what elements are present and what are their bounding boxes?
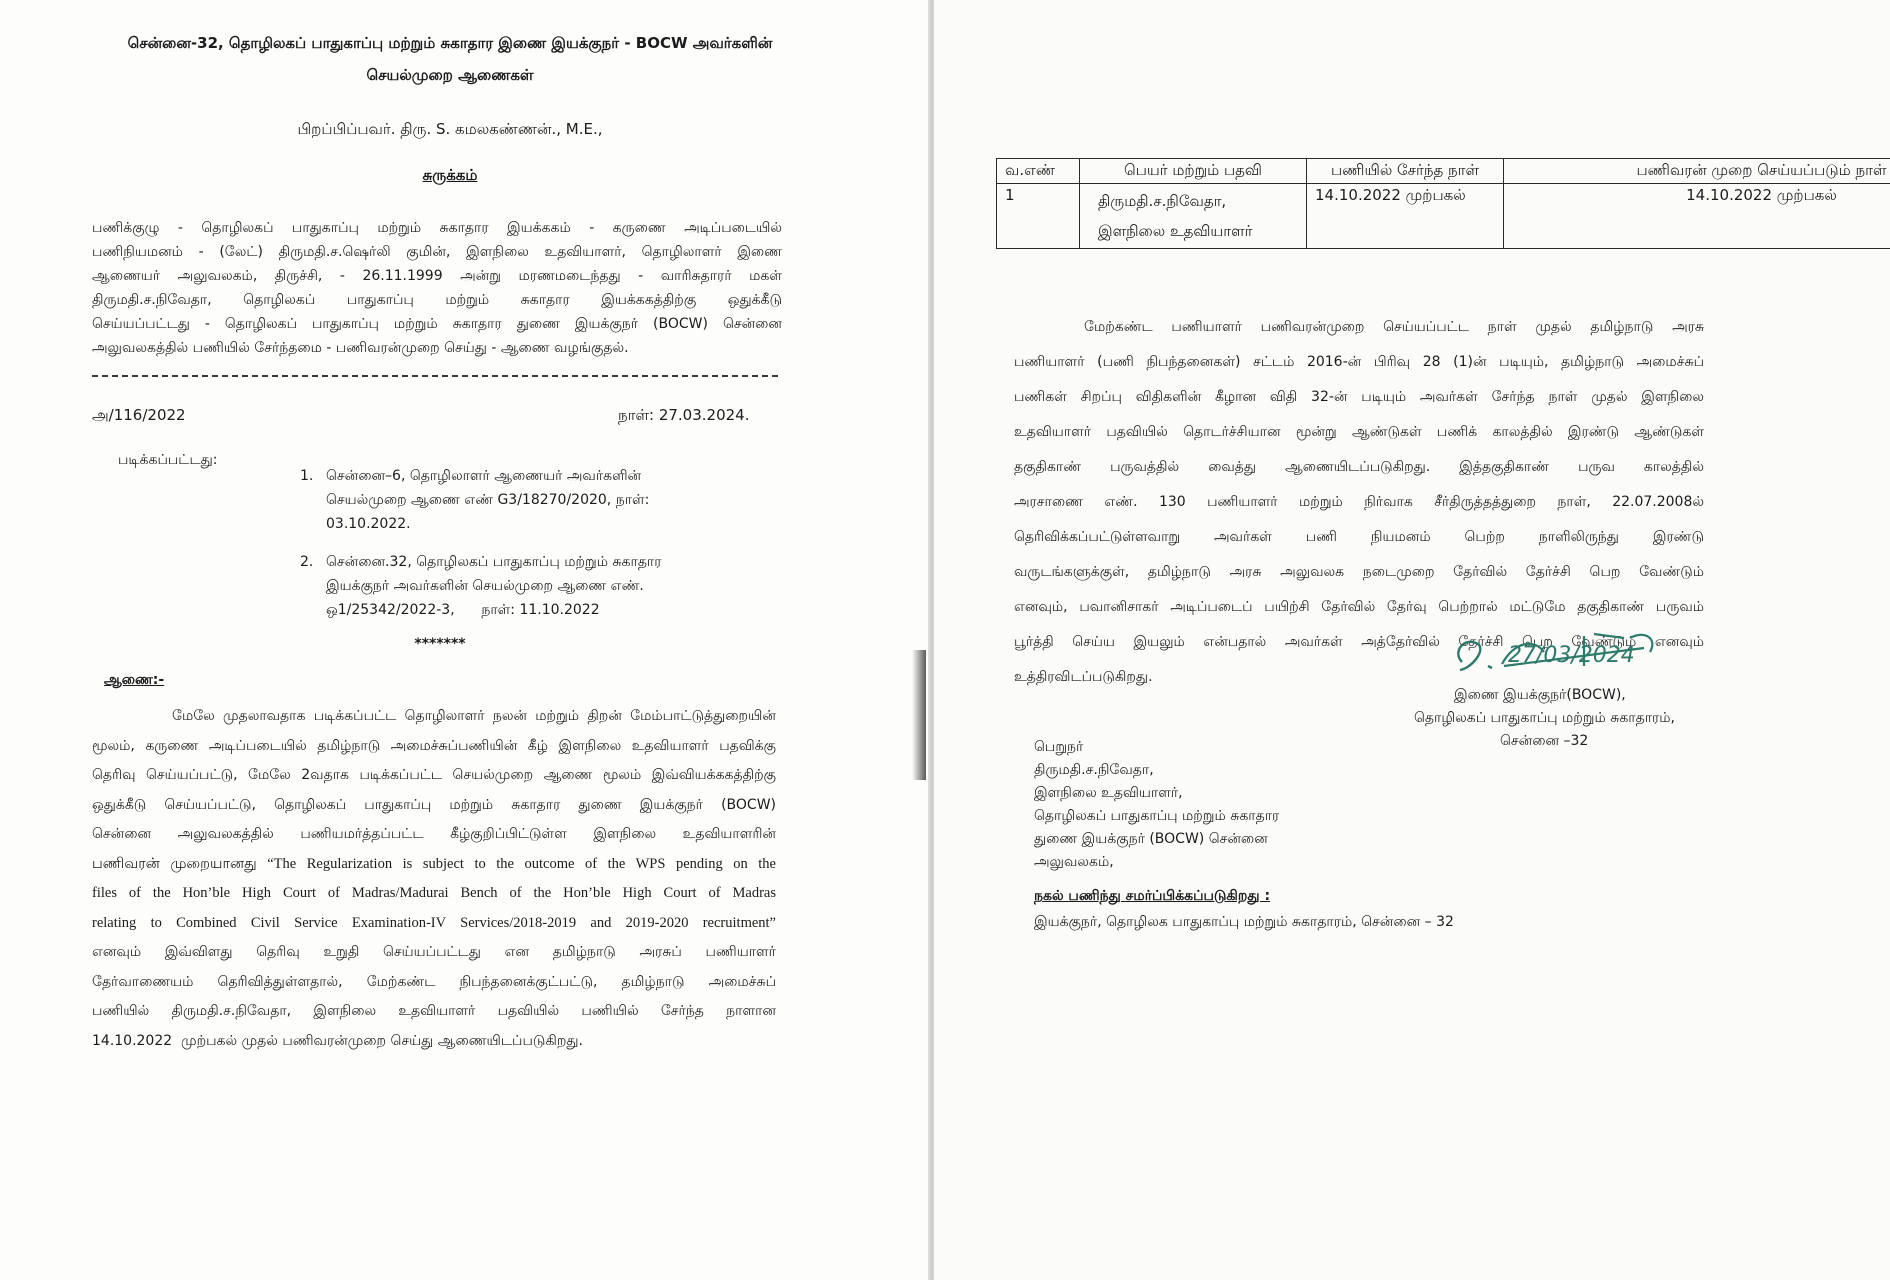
body-line: தகுதிகாண் பருவத்தில் வைத்து ஆணையிடப்படுகிறது. இத்தகுதிகாண் பருவ காலத்தில்	[1014, 459, 1704, 475]
reference-number: அ/116/2022	[92, 406, 186, 424]
signatory-line: இணை இயக்குநர்(BOCW),	[1454, 687, 1626, 703]
table-cell-name	[1080, 184, 1307, 249]
body-line: உதவியாளர் பதவியில் தொடர்ச்சியான மூன்று ஆண்டுகள் பணிக் காலத்தில் இரண்டு ஆண்டுகள்	[1014, 424, 1704, 440]
signature-date-text: 27/03/2024	[1508, 643, 1635, 668]
read-item-line: ஒ1/25342/2022-3, நாள்: 11.10.2022	[326, 602, 600, 618]
recipient-line: திருமதி.ச.நிவேதா,	[1034, 762, 1154, 778]
summary-line: பணிநியமனம் - (லேட்) திருமதி.ச.ஷெர்லி குமின், இளநிலை உதவியாளர், தொழிலாளர் இணை	[92, 244, 782, 260]
table-cell-reg-date: 14.10.2022 முற்பகல்	[1504, 184, 1890, 249]
right-page	[934, 0, 1890, 1280]
table-cell-join-date: 14.10.2022 முற்பகல்	[1307, 184, 1504, 249]
signature	[1444, 622, 1674, 688]
body-line: பணியாளர் (பணி நிபந்தனைகள்) சட்டம் 2016-ன் பிரிவு 28 (1)ன் படியும், தமிழ்நாடு அமைச்சுப்	[1014, 354, 1704, 370]
read-item-2	[300, 550, 730, 622]
copy-line: இயக்குநர், தொழிலக பாதுகாப்பு மற்றும் சுகாதாரம், சென்னை – 32	[1034, 914, 1454, 930]
summary-line: திருமதி.ச.நிவேதா, தொழிலகப் பாதுகாப்பு மற்றும் சுகாதார இயக்ககத்திற்கு ஒதுக்கீடு	[92, 292, 782, 308]
summary-line: செய்யப்பட்டது - தொழிலகப் பாதுகாப்பு மற்றும் சுகாதார துணை இயக்குநர் (BOCW) சென்னை	[92, 316, 782, 332]
table-header: பெயர் மற்றும் பதவி	[1080, 159, 1307, 184]
heading-line-1: சென்னை-32, தொழிலகப் பாதுகாப்பு மற்றும் சுகாதார இணை இயக்குநர் - BOCW அவர்களின்	[127, 34, 773, 52]
recipient-line: அலுவலகம்,	[1034, 854, 1114, 870]
body-line: தெரிவிக்கப்பட்டுள்ளவாறு அவர்கள் பணி நியமனம் பெற்ற நாளிலிருந்து இரண்டு	[1014, 529, 1704, 545]
body-line: எனவும், பவானிசாகர் அடிப்படைப் பயிற்சி தேர்வில் தேர்வு பெற்றால் மட்டுமே தகுதிகாண் பருவம்	[1014, 599, 1704, 615]
read-item-1	[300, 464, 730, 536]
table-header-row	[997, 159, 1890, 184]
order-line: relating to Combined Civil Service Examination-IV Services/2018-2019 and 2019-2020 recruitment”	[92, 914, 776, 931]
body-line: உத்திரவிடப்படுகிறது.	[1014, 669, 1153, 685]
issuer-line: பிறப்பிப்பவர். திரு. S. கமலகண்ணன்., M.E.,	[297, 120, 603, 138]
read-label: படிக்கப்பட்டது:	[118, 452, 218, 468]
order-line: பணியில் திருமதி.ச.நிவேதா, இளநிலை உதவியாளர் பதவியில் பணியில் சேர்ந்த நாளான	[92, 1003, 776, 1019]
order-line: files of the Hon’ble High Court of Madras/Madurai Bench of the Hon’ble High Court of Madras	[92, 885, 776, 901]
read-item-number: 2.	[300, 554, 314, 570]
recipient-line: துணை இயக்குநர் (BOCW) சென்னை	[1034, 831, 1268, 847]
separator-dashed	[92, 375, 778, 377]
order-label: ஆணை:-	[104, 672, 165, 688]
summary-title: சுருக்கம்	[422, 166, 478, 184]
regularization-table	[996, 158, 1890, 249]
order-line: தேர்வாணையம் தெரிவித்துள்ளதால், மேற்கண்ட நிபந்தனைக்குட்பட்டு, தமிழ்நாடு அமைச்சுப்	[92, 973, 776, 990]
page-gutter-shadow	[912, 650, 926, 780]
body-line: வருடங்களுக்குள், தமிழ்நாடு அரசு அலுவலக நடைமுறை தேர்வில் தேர்ச்சி பெற வேண்டும்	[1014, 564, 1704, 580]
order-line: சென்னை அலுவலகத்தில் பணியமர்த்தப்பட்ட கீழ்குறிப்பிட்டுள்ள இளநிலை உதவியாளரின்	[92, 826, 776, 842]
signatory-block	[1414, 684, 1734, 753]
read-item-number: 1.	[300, 468, 314, 484]
left-page	[0, 0, 930, 1280]
read-item-line: சென்னை–6, தொழிலாளர் ஆணையர் அவர்களின்	[326, 468, 642, 484]
body-line: அரசாணை எண். 130 பணியாளர் மற்றும் நிர்வாக சீர்திருத்தத்துறை நாள், 22.07.2008ல்	[1014, 494, 1704, 510]
table-header: வ.எண்	[997, 159, 1080, 184]
order-line: எனவும் இவ்விளது தெரிவு உறுதி செய்யப்பட்டது என தமிழ்நாடு அரசுப் பணியாளர்	[92, 944, 776, 960]
read-item-line: 03.10.2022.	[326, 516, 411, 532]
table-header: பணிவரன் முறை செய்யப்படும் நாள்	[1504, 159, 1890, 184]
stars-separator: *******	[414, 636, 466, 652]
summary-block	[92, 216, 782, 360]
body-line: பணிகள் சிறப்பு விதிகளின் கீழான விதி 32-ன் படியும் அவர்கள் சேர்ந்த நாள் முதல் இளநிலை	[1014, 389, 1704, 405]
summary-line: பணிக்குழு - தொழிலகப் பாதுகாப்பு மற்றும் சுகாதார இயக்ககம் - கருணை அடிப்படையில்	[92, 220, 782, 236]
table-header: பணியில் சேர்ந்த நாள்	[1307, 159, 1504, 184]
order-line: தெரிவு செய்யப்பட்டு, மேலே 2வதாக படிக்கப்பட்ட செயல்முறை ஆணை மூலம் இவ்வியக்ககத்திற்கு	[92, 767, 776, 783]
copy-label: நகல் பணிந்து சமர்ப்பிக்கப்படுகிறது :	[1034, 888, 1271, 904]
body-line: பூர்த்தி செய்ய இயலும் என்பதால் அவர்கள் அத்தேர்வில் தேர்ச்சி பெற வேண்டும் எனவும்	[1014, 634, 1704, 650]
table-cell-name-line: திருமதி.ச.நிவேதா,	[1098, 192, 1227, 210]
heading-line-2: செயல்முறை ஆணைகள்	[366, 66, 534, 84]
order-body	[92, 702, 776, 1056]
read-item-line: இயக்குநர் அவர்களின் செயல்முறை ஆணை எண்.	[326, 578, 644, 594]
signatory-line: சென்னை –32	[1500, 733, 1589, 749]
order-line: மேலே முதலாவதாக படிக்கப்பட்ட தொழிலாளர் நலன் மற்றும் திறன் மேம்பாட்டுத்துறையின்	[172, 708, 776, 724]
table-cell-name-line: இளநிலை உதவியாளர்	[1098, 222, 1253, 240]
summary-line: அலுவலகத்தில் பணியில் சேர்ந்தமை - பணிவரன்முறை செய்து - ஆணை வழங்குதல்.	[92, 340, 629, 356]
table-cell-sno: 1	[997, 184, 1080, 249]
recipient-block	[1034, 736, 1279, 874]
signatory-line: தொழிலகப் பாதுகாப்பு மற்றும் சுகாதாரம்,	[1414, 710, 1675, 726]
read-item-line: சென்னை.32, தொழிலகப் பாதுகாப்பு மற்றும் சுகாதார	[326, 554, 662, 570]
recipient-label: பெறுநர்	[1034, 739, 1084, 755]
body-line: மேற்கண்ட பணியாளர் பணிவரன்முறை செய்யப்பட்ட நாள் முதல் தமிழ்நாடு அரசு	[1084, 319, 1704, 335]
recipient-line: இளநிலை உதவியாளர்,	[1034, 785, 1183, 801]
order-line: மூலம், கருணை அடிப்படையில் தமிழ்நாடு அமைச்சுப்பணியின் கீழ் இளநிலை உதவியாளர் பதவிக்கு	[92, 737, 776, 754]
table-row	[997, 184, 1890, 249]
summary-line: ஆணையர் அலுவலகம், திருச்சி, - 26.11.1999 அன்று மரணமடைந்தது - வாரிசுதாரர் மகள்	[92, 268, 782, 284]
read-item-line: செயல்முறை ஆணை எண் G3/18270/2020, நாள்:	[326, 492, 650, 508]
order-date: நாள்: 27.03.2024.	[618, 406, 750, 424]
order-line: 14.10.2022 முற்பகல் முதல் பணிவரன்முறை செய்து ஆணையிடப்படுகிறது.	[92, 1032, 583, 1049]
order-line: பணிவரன் முறையானது “The Regularization is subject to the outcome of the WPS pending on the	[92, 855, 776, 872]
order-line: ஒதுக்கீடு செய்யப்பட்டு, தொழிலகப் பாதுகாப்பு மற்றும் சுகாதார துணை இயக்குநர் (BOCW)	[92, 796, 776, 813]
recipient-line: தொழிலகப் பாதுகாப்பு மற்றும் சுகாதார	[1034, 808, 1280, 824]
